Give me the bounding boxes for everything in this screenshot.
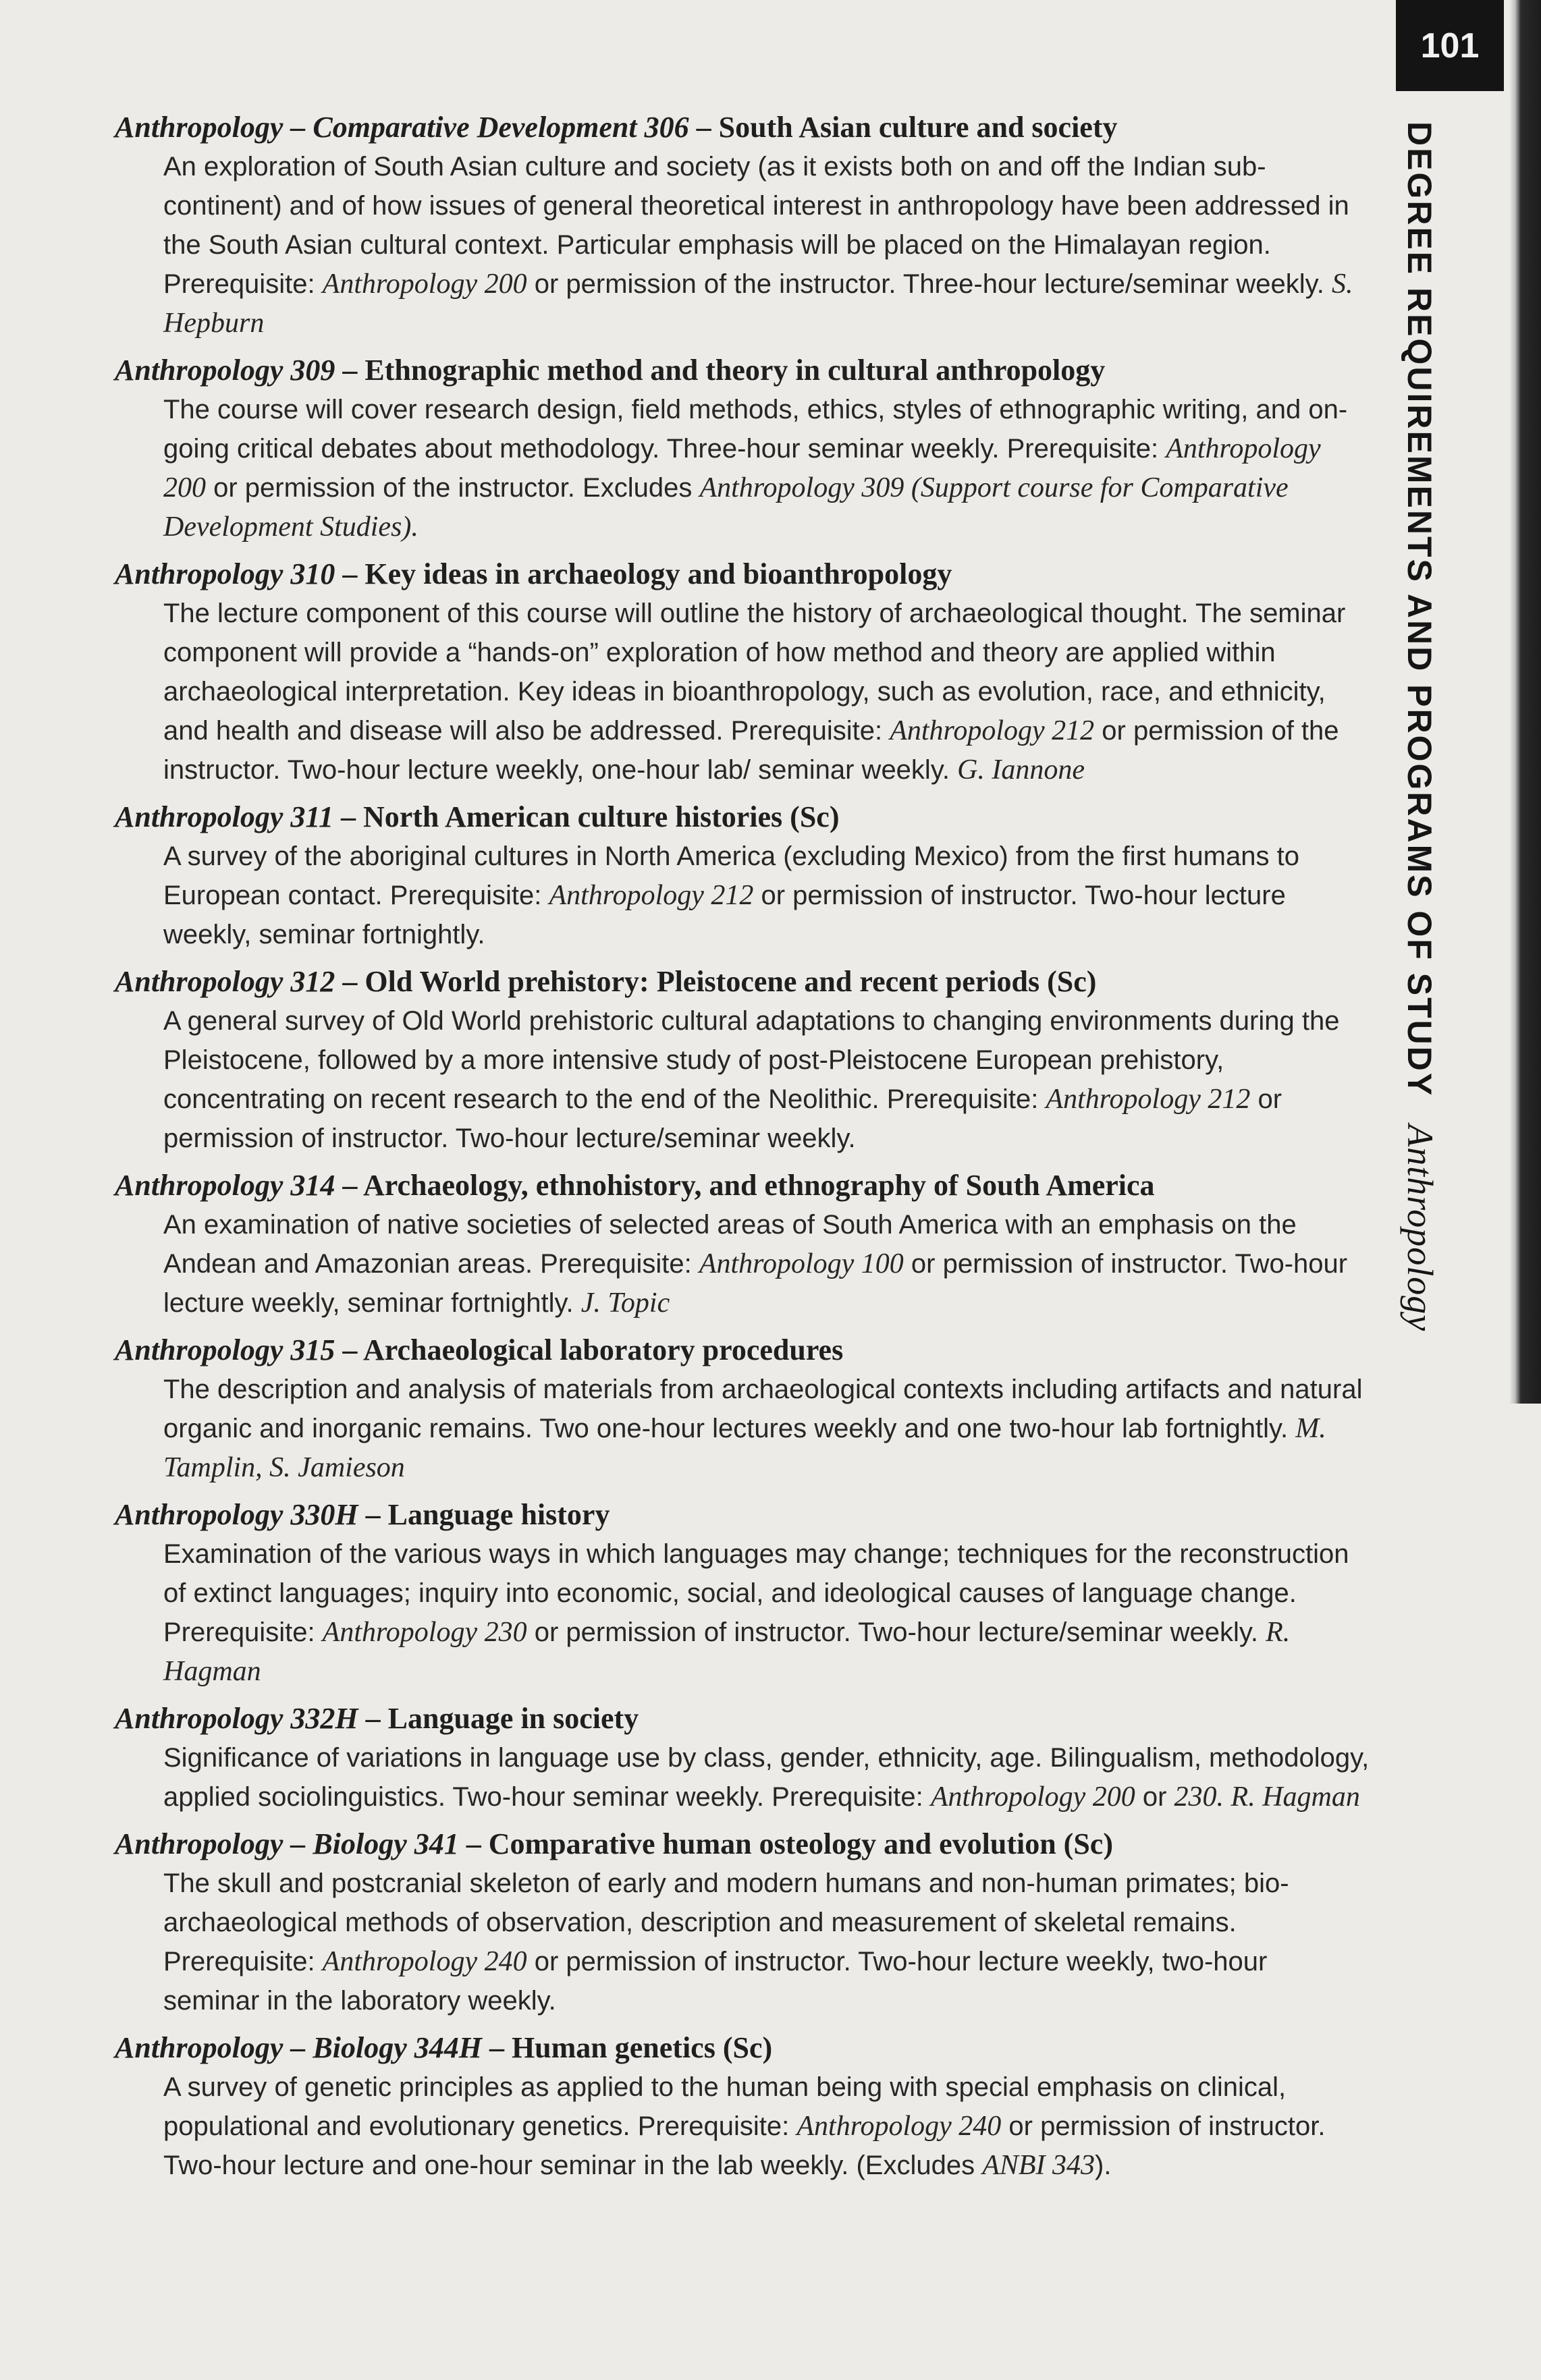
course-description	[163, 390, 1370, 547]
course-entry	[115, 2028, 1370, 2185]
course-italic-text: Anthropology 100	[699, 1248, 904, 1279]
course-text: The description and analysis of materials from archaeological contexts including artifacts and natural organic and inorganic remains. Two one-hour lectures weekly and one two-hour lab fortnightly.	[163, 1375, 1363, 1443]
course-italic-text: Anthropology 200	[930, 1781, 1135, 1812]
course-title: – Key ideas in archaeology and bioanthropology	[342, 557, 952, 590]
course-code: Anthropology 309	[115, 354, 335, 387]
course-italic-text: J. Topic	[580, 1288, 670, 1319]
course-entry	[115, 555, 1370, 790]
course-italic-text: Anthropology 200	[322, 269, 527, 300]
course-italic-text: M. Tamplin, S. Jamieson	[163, 1413, 1326, 1483]
course-text: A survey of the aboriginal cultures in North America (excluding Mexico) from the first humans to European contact. Prerequisite:	[163, 841, 1299, 910]
course-italic-text: Anthropology 240	[796, 2111, 1002, 2142]
course-text: or permission of instructor. Two-hour lecture/seminar weekly.	[526, 1617, 1266, 1647]
course-title: – Human genetics (Sc)	[489, 2031, 773, 2064]
course-description	[163, 1864, 1370, 2020]
course-code: Anthropology 310	[115, 557, 335, 590]
course-italic-text: Anthropology 212	[1046, 1084, 1251, 1115]
course-entry	[115, 962, 1370, 1158]
course-entry	[115, 1495, 1370, 1691]
course-text: The skull and postcranial skeleton of early and modern humans and non-human primates; bio-archaeological methods of observation, description and measurement of skeletal remains. Prerequisite:	[163, 1869, 1289, 1976]
course-text: or permission of the instructor. Excludes	[206, 473, 700, 503]
course-italic-text: Anthropology 309 (Support course for Comparative Development Studies).	[163, 472, 1289, 543]
course-text: or permission of the instructor. Two-hour lecture weekly, one-hour lab/ seminar weekly.	[163, 716, 1339, 785]
course-code: Anthropology 330H	[115, 1498, 358, 1531]
course-text: or permission of instructor. Two-hour lecture weekly, seminar fortnightly.	[163, 881, 1286, 949]
course-heading	[115, 1331, 1370, 1370]
course-code: Anthropology 311	[115, 800, 333, 833]
course-heading	[115, 2028, 1370, 2068]
section-subtitle: Anthropology	[1400, 1124, 1440, 1332]
course-text: or permission of instructor. Two-hour lecture weekly, two-hour seminar in the laboratory weekly.	[163, 1947, 1268, 2016]
course-text: An exploration of South Asian culture and society (as it exists both on and off the Indian sub-continent) and of how issues of general theoretical interest in anthropology have been addressed in the South Asian cultural context. Particular emphasis will be placed on the Himalayan region. Prerequisite:	[163, 152, 1349, 299]
course-entry	[115, 351, 1370, 547]
course-text: The course will cover research design, field methods, ethics, styles of ethnographic writing, and on-going critical debates about methodology. Three-hour seminar weekly. Prerequisite:	[163, 395, 1348, 464]
section-side-title	[1399, 121, 1441, 1331]
course-italic-text: 230. R. Hagman	[1174, 1781, 1360, 1812]
course-description	[163, 1534, 1370, 1691]
course-entry	[115, 1331, 1370, 1487]
course-code: Anthropology 314	[115, 1169, 335, 1202]
course-code: Anthropology 312	[115, 965, 335, 998]
course-heading	[115, 555, 1370, 594]
course-title: – Archaeology, ethnohistory, and ethnography of South America	[342, 1169, 1155, 1202]
course-title: – Ethnographic method and theory in cultural anthropology	[342, 354, 1106, 387]
course-text: or permission of instructor. Two-hour lecture/seminar weekly.	[163, 1084, 1282, 1153]
course-heading	[115, 798, 1370, 837]
course-text: or permission of instructor. Two-hour lecture weekly, seminar fortnightly.	[163, 1249, 1348, 1318]
course-italic-text: G. Iannone	[957, 754, 1085, 785]
course-description	[163, 1205, 1370, 1323]
course-entry	[115, 108, 1370, 343]
course-code: Anthropology 332H	[115, 1702, 358, 1735]
course-text: or	[1135, 1782, 1174, 1812]
course-text: or permission of instructor. Two-hour lecture and one-hour seminar in the lab weekly. (Excludes	[163, 2111, 1326, 2180]
course-text: ).	[1095, 2151, 1112, 2180]
course-heading	[115, 1825, 1370, 1864]
course-text: Significance of variations in language use by class, gender, ethnicity, age. Bilingualism, methodology, applied sociolinguistics. Two-hour seminar weekly. Prerequisite:	[163, 1743, 1370, 1812]
course-italic-text: Anthropology 240	[322, 1946, 527, 1977]
course-title: – South Asian culture and society	[696, 111, 1118, 144]
course-italic-text: S. Hepburn	[163, 269, 1353, 339]
course-heading	[115, 1166, 1370, 1205]
course-italic-text: Anthropology 212	[890, 715, 1095, 746]
course-text: A survey of genetic principles as applied to the human being with special emphasis on clinical, populational and evolutionary genetics. Prerequisite:	[163, 2072, 1287, 2141]
course-heading	[115, 962, 1370, 1001]
course-entry	[115, 1166, 1370, 1323]
course-description	[163, 147, 1370, 343]
page-number: 101	[1396, 0, 1504, 91]
course-heading	[115, 1699, 1370, 1738]
section-title: DEGREE REQUIREMENTS AND PROGRAMS OF STUDY	[1401, 121, 1438, 1098]
course-text: or permission of the instructor. Three-hour lecture/seminar weekly.	[526, 269, 1332, 299]
course-heading	[115, 351, 1370, 390]
course-italic-text: ANBI 343	[982, 2150, 1096, 2181]
course-heading	[115, 108, 1370, 147]
course-code: Anthropology – Comparative Development 306	[115, 111, 689, 144]
course-title: – Old World prehistory: Pleistocene and recent periods (Sc)	[342, 965, 1097, 998]
course-text: A general survey of Old World prehistoric cultural adaptations to changing environments during the Pleistocene, followed by a more intensive study of post-Pleistocene European prehistory, concentrating on recent research to the end of the Neolithic. Prerequisite:	[163, 1006, 1340, 1114]
course-italic-text: Anthropology 200	[163, 433, 1321, 503]
course-italic-text: Anthropology 230	[322, 1617, 527, 1648]
course-entry	[115, 798, 1370, 954]
course-code: Anthropology – Biology 341	[115, 1827, 459, 1860]
course-code: Anthropology – Biology 344H	[115, 2031, 482, 2064]
course-title: – Language history	[365, 1498, 610, 1531]
course-title: – North American culture histories (Sc)	[340, 800, 840, 833]
course-description	[163, 2068, 1370, 2185]
course-title: – Language in society	[365, 1702, 639, 1735]
course-description	[163, 1738, 1370, 1817]
course-heading	[115, 1495, 1370, 1534]
course-entry	[115, 1825, 1370, 2020]
course-text: Examination of the various ways in which languages may change; techniques for the reconstruction of extinct languages; inquiry into economic, social, and ideological causes of language change. Prerequisite:	[163, 1539, 1349, 1647]
course-description	[163, 594, 1370, 790]
course-description	[163, 837, 1370, 954]
course-title: – Comparative human osteology and evolution (Sc)	[466, 1827, 1113, 1860]
course-list	[115, 108, 1370, 2193]
course-italic-text: Anthropology 212	[549, 880, 754, 911]
course-entry	[115, 1699, 1370, 1817]
course-description	[163, 1370, 1370, 1487]
course-text: An examination of native societies of selected areas of South America with an emphasis on the Andean and Amazonian areas. Prerequisite:	[163, 1210, 1297, 1279]
course-text: The lecture component of this course will outline the history of archaeological thought. The seminar component will provide a “hands-on” exploration of how method and theory are applied within archaeological interpretation. Key ideas in bioanthropology, such as evolution, race, and ethnicity, and health and disease will also be addressed. Prerequisite:	[163, 599, 1346, 746]
course-italic-text: R. Hagman	[163, 1617, 1291, 1687]
course-code: Anthropology 315	[115, 1333, 335, 1366]
course-title: – Archaeological laboratory procedures	[342, 1333, 844, 1366]
course-description	[163, 1001, 1370, 1158]
